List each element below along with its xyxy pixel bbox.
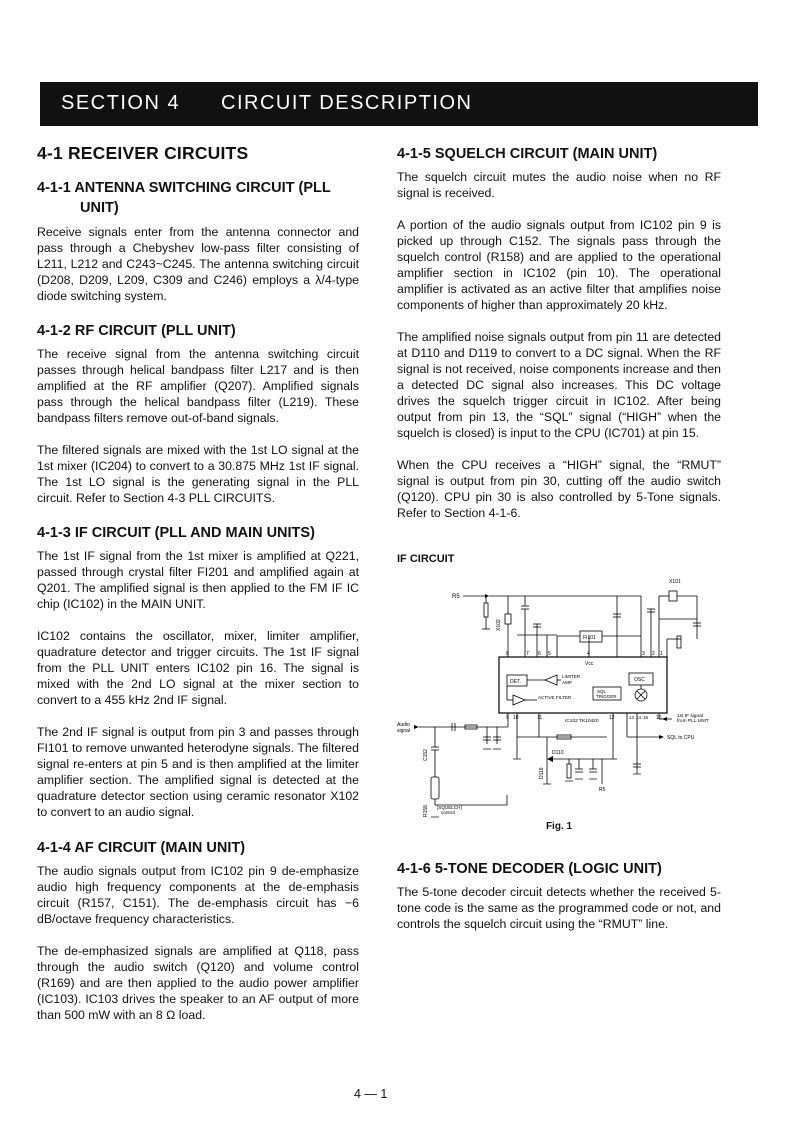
if-circuit-heading: 4-1-3 IF CIRCUIT (PLL AND MAIN UNITS) xyxy=(37,525,315,541)
rf-circuit-heading: 4-1-2 RF CIRCUIT (PLL UNIT) xyxy=(37,323,236,339)
first-if-label-2: from PLL UNIT xyxy=(677,719,709,724)
five-tone-decoder-heading: 4-1-6 5-TONE DECODER (LOGIC UNIT) xyxy=(397,861,662,877)
c152-label: C152 xyxy=(423,749,429,761)
pin-14: 14 xyxy=(636,715,642,720)
pin-7: 7 xyxy=(526,651,529,657)
x102-label: X102 xyxy=(496,619,502,631)
squelch-paragraph-1: The squelch circuit mutes the audio noise when no RF signal is received. xyxy=(397,170,721,200)
sql-to-cpu-label: SQL to CPU xyxy=(667,735,695,741)
section-title: CIRCUIT DESCRIPTION xyxy=(221,92,473,114)
section-number: SECTION 4 xyxy=(61,92,181,114)
limiter-label: LIMITER xyxy=(562,674,581,679)
af-circuit-heading: 4-1-4 AF CIRCUIT (MAIN UNIT) xyxy=(37,840,246,856)
first-if-label-1: 1st IF signal xyxy=(677,714,703,719)
rf-circuit-paragraph-2: The filtered signals are mixed with the 1st LO signal at the 1st mixer (IC204) to convert to a 30.875 MHz 1st IF signal. The 1st LO signal is the generating signal in the PLL circuit. Refer to Section 4-3 PLL CIRCUITS. xyxy=(37,443,359,505)
pin-5: 5 xyxy=(548,651,551,657)
amp-label: AMP xyxy=(562,680,572,685)
x101-label: X101 xyxy=(669,579,681,585)
left-column xyxy=(37,140,359,1023)
pin-6: 6 xyxy=(538,651,541,657)
page-number: 4 — 1 xyxy=(354,1087,388,1101)
pin-2: 2 xyxy=(652,651,655,657)
sql-trigger-label-1: SQL xyxy=(597,689,607,694)
pin-10: 10 xyxy=(513,715,519,721)
af-circuit-paragraph-1: The audio signals output from IC102 pin 9 de-emphasize audio high frequency components at the de-emphasis circuit (R157, C151). The de-emphasis circuit has −6 dB/octave frequency characteristics. xyxy=(37,864,359,926)
antenna-switching-heading: 4-1-1 ANTENNA SWITCHING CIRCUIT (PLL UNIT) xyxy=(37,180,331,216)
right-column xyxy=(397,140,721,932)
d110-label: D110 xyxy=(552,750,564,756)
audio-label-1: Audio xyxy=(397,722,410,728)
audio-label-2: signal xyxy=(397,728,411,734)
squelch-paragraph-2: A portion of the audio signals output from IC102 pin 9 is picked up through C152. The signals pass through the squelch control (R158) and are applied to the operational amplifier section in IC102 (pin 10). The operational amplifier is activated as an active filter that amplifies noise components of higher than approximately 20 kHz. xyxy=(397,218,721,312)
if-circuit-paragraph-3: The 2nd IF signal is output from pin 3 and passes through FI101 to remove unwanted heterodyne signals. The filtered signal re-enters at pin 5 and is then amplified at the limiter amplifier section. The amplified signal is detected at the quadrature detector section using ceramic resonator X102 to convert to an audio signal. xyxy=(37,725,359,819)
af-circuit-paragraph-2: The de-emphasized signals are amplified at Q118, pass through the audio switch (Q120) and volume control (R169) and are then applied to the audio power amplifier (IC103). IC103 drives the speaker to an AF output of more than 500 mW with an 8 Ω load. xyxy=(37,944,359,1022)
if-circuit-paragraph-2: IC102 contains the oscillator, mixer, limiter amplifier, quadrature detector and trigger circuits. The 1st IF signal from the PLL UNIT enters IC102 pin 16. The signal is mixed with the 2nd LO signal at the mixer section to convert to a 455 kHz 2nd IF signal. xyxy=(37,629,359,707)
section-banner xyxy=(40,82,758,126)
pin-16: 16 xyxy=(656,715,662,721)
active-filter-label: ACTIVE FILTER xyxy=(538,695,572,700)
pin-13: 13 xyxy=(629,715,635,720)
pin-12: 12 xyxy=(609,715,615,721)
squelch-label-2: control xyxy=(441,810,455,815)
pin-9: 9 xyxy=(506,715,509,721)
osc-label: OSC xyxy=(634,677,645,683)
squelch-paragraph-4: When the CPU receives a “HIGH” signal, the “RMUT” signal is output from pin 30, cutting off the audio switch (Q120). CPU pin 30 is also controlled by 5-Tone signals. Refer to Section 4-1-6. xyxy=(397,458,721,520)
d119-label: D119 xyxy=(539,767,545,779)
fi101-label: FI101 xyxy=(583,635,596,641)
figure-caption: Fig. 1 xyxy=(545,821,573,832)
pin-1: 1 xyxy=(660,651,663,657)
vcc-label: Vcc xyxy=(585,661,594,667)
det-label: DET. xyxy=(510,679,521,685)
r5-bottom-label: R5 xyxy=(599,787,606,793)
ic-name-label: IC102 TK10420 xyxy=(565,719,599,724)
r5-input-label: R5 xyxy=(452,594,460,600)
pin-15: 15 xyxy=(643,715,649,720)
r158-label: R158 xyxy=(423,805,429,817)
rf-circuit-paragraph-1: The receive signal from the antenna switching circuit passes through helical bandpass filter L217 and is then amplified at the RF amplifier (Q207). Amplified signals pass through the helical bandpass filter (L219). These bandpass filters remove out-of-band signals. xyxy=(37,347,359,425)
figure-label: IF CIRCUIT xyxy=(397,553,455,565)
pin-3: 3 xyxy=(642,651,645,657)
antenna-switching-paragraph: Receive signals enter from the antenna connector and pass through a Chebyshev low-pass filter consisting of L211, L212 and C243~C245. The antenna switching circuit (D208, D209, L209, C309 and C246) employs a λ/4-type diode switching system. xyxy=(37,225,359,303)
if-circuit-paragraph-1: The 1st IF signal from the 1st mixer is amplified at Q221, passed through crystal filter FI201 and amplified again at Q201. The amplified signal is then applied to the FM IF IC chip (IC102) in the MAIN UNIT. xyxy=(37,549,359,611)
squelch-paragraph-3: The amplified noise signals output from pin 11 are detected at D110 and D119 to convert to a DC signal. When the RF signal is not received, noise components increase and then a detected DC signal also increases. This DC voltage drives the squelch trigger circuit in IC102. After being output from pin 13, the “SQL” signal (“HIGH” when the squelch is closed) is input to the CPU (IC701) at pin 15. xyxy=(397,330,721,440)
pin-4: 4 xyxy=(587,651,590,657)
receiver-circuits-heading: 4-1 RECEIVER CIRCUITS xyxy=(37,143,249,163)
if-circuit-schematic xyxy=(397,569,721,819)
squelch-circuit-heading: 4-1-5 SQUELCH CIRCUIT (MAIN UNIT) xyxy=(397,146,658,162)
five-tone-decoder-paragraph: The 5-tone decoder circuit detects whether the received 5-tone code is the same as the programmed code or not, and controls the squelch circuit using the “RMUT” line. xyxy=(397,885,721,931)
pin-11: 11 xyxy=(537,715,543,721)
sql-trigger-label-2: TRIGGER xyxy=(596,694,617,699)
pin-8: 8 xyxy=(506,651,509,657)
squelch-label-1: [SQUELCH] xyxy=(437,805,462,810)
